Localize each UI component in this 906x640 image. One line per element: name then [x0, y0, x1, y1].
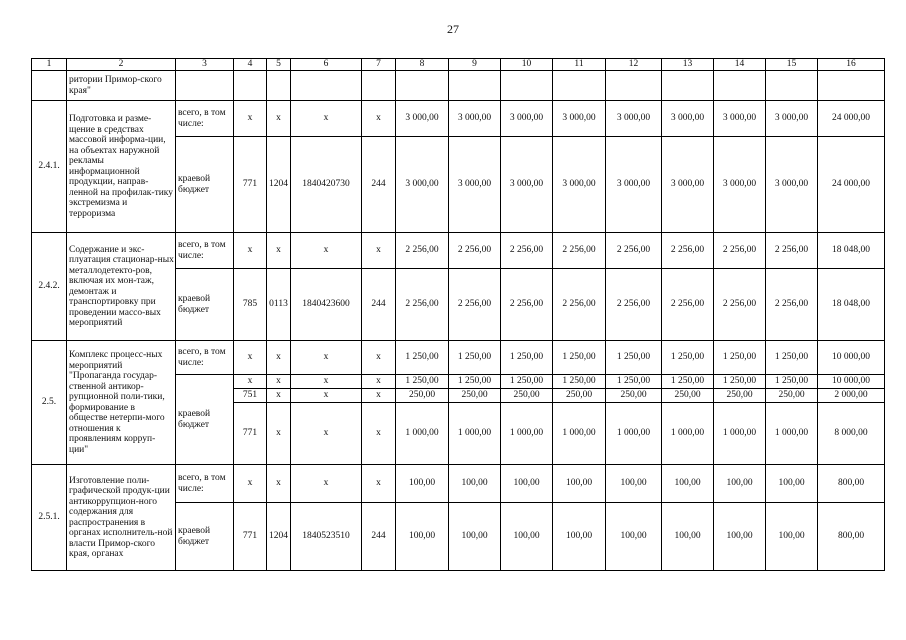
table-cell: 1 250,00 — [766, 341, 818, 375]
table-cell: 3 000,00 — [766, 137, 818, 233]
column-header: 2 — [67, 59, 176, 71]
table-cell: 3 000,00 — [606, 137, 662, 233]
table-cell: 3 000,00 — [766, 101, 818, 137]
table-cell: x — [362, 341, 396, 375]
table-cell: 1 000,00 — [766, 403, 818, 465]
table-row — [32, 341, 885, 375]
table-cell: 1204 — [267, 503, 291, 571]
table-cell: 2 256,00 — [766, 233, 818, 269]
table-cell: 1 000,00 — [396, 403, 449, 465]
funding-source: краевой бюджет — [176, 503, 234, 571]
table-cell: x — [234, 375, 267, 389]
table-cell: 1840523510 — [291, 503, 362, 571]
table-cell: 100,00 — [501, 503, 553, 571]
table-cell: 2 256,00 — [553, 269, 606, 341]
table-cell: 2 256,00 — [396, 269, 449, 341]
table-cell: 244 — [362, 269, 396, 341]
table-cell: 250,00 — [766, 389, 818, 403]
column-header: 16 — [818, 59, 885, 71]
column-header: 4 — [234, 59, 267, 71]
table-cell: 100,00 — [662, 503, 714, 571]
table-cell: 3 000,00 — [501, 137, 553, 233]
table-cell — [176, 71, 234, 101]
table-cell: x — [362, 101, 396, 137]
table-cell: x — [234, 233, 267, 269]
table-cell: 3 000,00 — [553, 101, 606, 137]
table-cell: 1 250,00 — [449, 341, 501, 375]
column-header: 10 — [501, 59, 553, 71]
column-header: 1 — [32, 59, 67, 71]
table-cell: 100,00 — [396, 503, 449, 571]
item-code: 2.4.1. — [32, 101, 67, 233]
table-cell — [606, 71, 662, 101]
table-cell — [362, 71, 396, 101]
table-cell: x — [291, 389, 362, 403]
table-cell: 250,00 — [553, 389, 606, 403]
table-cell — [553, 71, 606, 101]
item-code: 2.4.2. — [32, 233, 67, 341]
table-cell: 24 000,00 — [818, 137, 885, 233]
column-header: 9 — [449, 59, 501, 71]
table-cell: 2 256,00 — [606, 233, 662, 269]
table-cell: 751 — [234, 389, 267, 403]
table-cell: x — [234, 341, 267, 375]
table-cell — [662, 71, 714, 101]
table-cell: 3 000,00 — [449, 137, 501, 233]
table-cell: 10 000,00 — [818, 341, 885, 375]
column-header: 12 — [606, 59, 662, 71]
table-cell: 1 000,00 — [449, 403, 501, 465]
table-cell: 2 256,00 — [662, 269, 714, 341]
budget-table — [31, 58, 885, 571]
table-cell: 0113 — [267, 269, 291, 341]
table-cell: 3 000,00 — [396, 101, 449, 137]
table-cell: 250,00 — [396, 389, 449, 403]
table-cell: 244 — [362, 137, 396, 233]
table-cell: 1204 — [267, 137, 291, 233]
table-cell: 1 250,00 — [501, 341, 553, 375]
table-row — [32, 233, 885, 269]
column-header: 15 — [766, 59, 818, 71]
table-cell: 250,00 — [501, 389, 553, 403]
table-cell: x — [267, 389, 291, 403]
table-cell: 100,00 — [553, 465, 606, 503]
table-cell: 18 048,00 — [818, 233, 885, 269]
table-cell: 2 256,00 — [714, 233, 766, 269]
table-cell — [396, 71, 449, 101]
table-cell — [818, 71, 885, 101]
table-cell: 100,00 — [606, 465, 662, 503]
table-cell: 250,00 — [662, 389, 714, 403]
table-cell: 2 256,00 — [714, 269, 766, 341]
table-cell: 2 000,00 — [818, 389, 885, 403]
table-cell: x — [362, 375, 396, 389]
table-cell: 3 000,00 — [606, 101, 662, 137]
table-cell: 1 000,00 — [714, 403, 766, 465]
funding-source: краевой бюджет — [176, 375, 234, 465]
table-cell: 10 000,00 — [818, 375, 885, 389]
table-cell: 100,00 — [396, 465, 449, 503]
table-cell: 771 — [234, 503, 267, 571]
funding-source: всего, в том числе: — [176, 233, 234, 269]
table-cell: 2 256,00 — [449, 269, 501, 341]
table-cell: x — [362, 233, 396, 269]
column-header: 3 — [176, 59, 234, 71]
header-row — [32, 59, 885, 71]
table-cell: 3 000,00 — [449, 101, 501, 137]
table-cell: x — [291, 403, 362, 465]
table-cell: 1 250,00 — [396, 341, 449, 375]
table-cell: x — [362, 389, 396, 403]
table-cell: 244 — [362, 503, 396, 571]
item-code: 2.5.1. — [32, 465, 67, 571]
table-cell: 100,00 — [766, 465, 818, 503]
table-cell: x — [234, 101, 267, 137]
table-cell: 100,00 — [449, 465, 501, 503]
table-cell: 771 — [234, 403, 267, 465]
column-header: 8 — [396, 59, 449, 71]
table-cell: 100,00 — [714, 503, 766, 571]
item-code: 2.5. — [32, 341, 67, 465]
table-cell: x — [234, 465, 267, 503]
table-cell: 1 250,00 — [714, 375, 766, 389]
funding-source: краевой бюджет — [176, 137, 234, 233]
table-cell: 3 000,00 — [662, 101, 714, 137]
table-cell: 100,00 — [606, 503, 662, 571]
table-cell: 1 250,00 — [396, 375, 449, 389]
table-cell: 2 256,00 — [449, 233, 501, 269]
column-header: 5 — [267, 59, 291, 71]
column-header: 6 — [291, 59, 362, 71]
table-row — [32, 71, 885, 101]
table-cell: 1 000,00 — [553, 403, 606, 465]
table-cell: 1 250,00 — [766, 375, 818, 389]
table-cell: x — [291, 233, 362, 269]
table-cell: x — [291, 101, 362, 137]
table-cell: x — [291, 375, 362, 389]
table-cell: 250,00 — [714, 389, 766, 403]
table-cell: 1 250,00 — [449, 375, 501, 389]
column-header: 7 — [362, 59, 396, 71]
table-cell: 800,00 — [818, 465, 885, 503]
table-cell: 1840423600 — [291, 269, 362, 341]
table-cell: x — [267, 465, 291, 503]
table-cell — [501, 71, 553, 101]
table-cell: x — [291, 341, 362, 375]
table-cell — [449, 71, 501, 101]
row-code-cell — [32, 71, 67, 101]
item-description: Содержание и экс-плуатация стационар-ных металлодетекто-ров, включая их мон-таж, демонтаж и транспортировку при проведении массо-вых мероприятий — [67, 233, 176, 341]
table-cell: 3 000,00 — [501, 101, 553, 137]
funding-source: всего, в том числе: — [176, 465, 234, 503]
table-cell: 100,00 — [662, 465, 714, 503]
page-number: 27 — [447, 22, 459, 36]
table-cell: 771 — [234, 137, 267, 233]
item-description: Комплекс процесс-ных мероприятий "Пропаганда государ-ственной антикор-рупционной поли-тики, формирование в обществе нетерпи-мого отношения к проявлениям корруп-ции" — [67, 341, 176, 465]
table-cell: 800,00 — [818, 503, 885, 571]
item-description: Изготовление поли-графической продук-ции антикоррупцион-ного содержания для распространения в органах исполнитель-ной власти Примор-ского края, органах — [67, 465, 176, 571]
table-cell: 24 000,00 — [818, 101, 885, 137]
table-cell — [291, 71, 362, 101]
table-cell: 100,00 — [553, 503, 606, 571]
table-cell: 1 000,00 — [501, 403, 553, 465]
table-cell: 1 000,00 — [662, 403, 714, 465]
table-cell: 1 250,00 — [553, 375, 606, 389]
table-cell: x — [362, 403, 396, 465]
table-cell: 8 000,00 — [818, 403, 885, 465]
table-cell: x — [267, 403, 291, 465]
table-cell — [714, 71, 766, 101]
table-cell: 100,00 — [501, 465, 553, 503]
table-cell: 250,00 — [449, 389, 501, 403]
table-cell: 100,00 — [714, 465, 766, 503]
table-cell: 3 000,00 — [714, 137, 766, 233]
table-cell: 2 256,00 — [662, 233, 714, 269]
table-cell: 1 250,00 — [606, 375, 662, 389]
table-cell: 1 250,00 — [662, 375, 714, 389]
table-cell: 2 256,00 — [501, 269, 553, 341]
column-header: 13 — [662, 59, 714, 71]
table-cell: 2 256,00 — [553, 233, 606, 269]
funding-source: краевой бюджет — [176, 269, 234, 341]
funding-source: всего, в том числе: — [176, 101, 234, 137]
column-header: 11 — [553, 59, 606, 71]
table-cell: 1 250,00 — [553, 341, 606, 375]
table-cell: 100,00 — [766, 503, 818, 571]
table-cell: 785 — [234, 269, 267, 341]
table-cell: x — [267, 375, 291, 389]
table-cell: 2 256,00 — [396, 233, 449, 269]
table-cell: 3 000,00 — [714, 101, 766, 137]
table-cell: 2 256,00 — [766, 269, 818, 341]
table-cell: x — [362, 465, 396, 503]
table-cell: 1 250,00 — [501, 375, 553, 389]
table-row — [32, 465, 885, 503]
funding-source: всего, в том числе: — [176, 341, 234, 375]
table-cell: 3 000,00 — [396, 137, 449, 233]
table-cell: 1 250,00 — [662, 341, 714, 375]
table-cell: 3 000,00 — [662, 137, 714, 233]
table-cell: 100,00 — [449, 503, 501, 571]
item-description: Подготовка и разме-щение в средствах массовой информа-ции, на объектах наружной рекламы информационной продукции, направ-ленной на профилак-тику экстремизма и терроризма — [67, 101, 176, 233]
table-cell: x — [267, 233, 291, 269]
table-cell: x — [267, 341, 291, 375]
table-cell — [234, 71, 267, 101]
item-description: ритории Примор-ского края" — [67, 71, 176, 101]
table-cell: 18 048,00 — [818, 269, 885, 341]
column-header: 14 — [714, 59, 766, 71]
table-cell — [267, 71, 291, 101]
table-cell: x — [291, 465, 362, 503]
table-cell: 1 250,00 — [606, 341, 662, 375]
table-row — [32, 101, 885, 137]
table-cell: 1 000,00 — [606, 403, 662, 465]
table-cell: 1840420730 — [291, 137, 362, 233]
table-cell: 250,00 — [606, 389, 662, 403]
table-cell: 1 250,00 — [714, 341, 766, 375]
table-cell: 2 256,00 — [501, 233, 553, 269]
table-cell: 3 000,00 — [553, 137, 606, 233]
table-cell — [766, 71, 818, 101]
table-cell: 2 256,00 — [606, 269, 662, 341]
table-cell: x — [267, 101, 291, 137]
